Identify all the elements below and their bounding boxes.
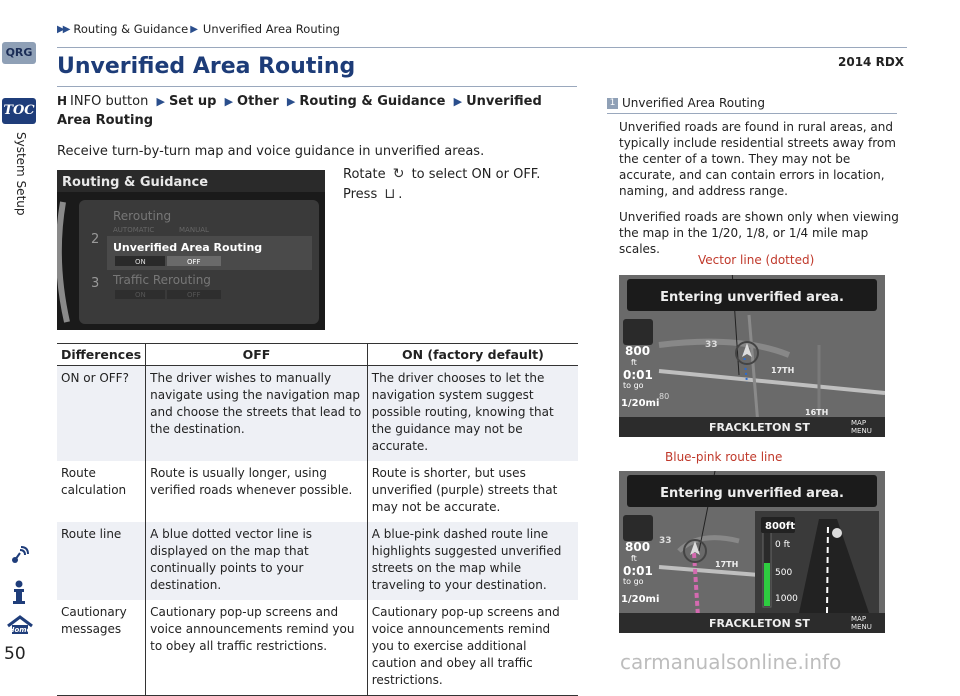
breadcrumb-arrow-icon: ▶ <box>190 23 198 35</box>
step-1-on: ON <box>471 167 492 182</box>
section-label: System Setup <box>14 132 28 216</box>
toc-tab[interactable]: TOC <box>2 98 36 124</box>
table-cell: Route line <box>57 522 146 600</box>
screen-traffic: Traffic Rerouting <box>113 273 211 287</box>
intro-text: Receive turn-by-turn map and voice guidance in unverified areas. <box>57 144 485 159</box>
table-row <box>57 600 578 696</box>
table-cell: Cautionary pop-up screens and voice announcements remind you to exercise additional caution and obey all traffic restrictions. <box>367 600 578 696</box>
rotate-knob-icon: ↻ <box>392 166 405 182</box>
table-cell: A blue-pink dashed route line highlights suggested unverified streets on the map while traveling to your destination. <box>367 522 578 600</box>
table-header: Differences <box>57 344 146 366</box>
step-2 <box>343 186 402 202</box>
table-cell: The driver chooses to let the navigation system suggest possible routing, knowing that the guidance may not be accurate. <box>367 366 578 462</box>
map1-menu: MAP <box>851 419 867 427</box>
path-start: INFO button <box>70 94 149 109</box>
path-item: Set up <box>168 94 217 109</box>
map2-guide-1000: 1000 <box>775 594 798 604</box>
table-cell: Route calculation <box>61 466 127 497</box>
map2-scale: 1/20mi <box>621 594 660 605</box>
step-2-end: . <box>398 187 403 202</box>
map2-banner: Entering unverified area. <box>660 486 844 501</box>
table-cell: Route is shorter, but uses unverified (purple) streets that may not be accurate. <box>367 461 578 522</box>
press-knob-icon: ⊔ <box>384 186 396 202</box>
table-cell: ON or OFF? <box>57 366 146 462</box>
table-header-row <box>57 344 578 366</box>
map1-shield: 33 <box>705 340 718 350</box>
map2-guide-500: 500 <box>775 568 793 578</box>
table-cell: The driver wishes to manually navigate using the navigation map and choose the streets that lead to the destination. <box>146 366 368 462</box>
screen-on: ON <box>135 258 146 266</box>
screen-off: OFF <box>187 258 201 266</box>
differences-table <box>57 343 578 696</box>
screen-manual: MANUAL <box>179 226 209 234</box>
path-arrow-icon: ▶ <box>156 95 165 108</box>
table-cell: Cautionary messages <box>57 600 146 696</box>
note-paragraph: Unverified roads are shown only when viewing the map in the 1/20, 1/8, or 1/4 mile map scales. <box>619 210 899 256</box>
note-number: 1 <box>607 98 618 109</box>
screen-t-off: OFF <box>187 291 201 299</box>
path-item: Routing & Guidance <box>299 94 446 109</box>
path-arrow-icon: ▶ <box>453 95 463 108</box>
map-image-vector <box>619 275 885 437</box>
map-image-route <box>619 471 885 633</box>
breadcrumb <box>57 22 340 36</box>
path-arrow-icon: ▶ <box>286 95 296 108</box>
step-2-verb: Press <box>343 187 378 202</box>
map1-time-label: to go <box>623 381 644 390</box>
map1-scale: 1/20mi <box>621 398 660 409</box>
voice-icon[interactable] <box>4 544 34 570</box>
table-cell: A blue dotted vector line is displayed on the map that continually points to your destination. <box>146 522 368 600</box>
table-header: OFF <box>146 344 368 366</box>
home-icon[interactable] <box>4 614 34 640</box>
map2-bottom-street: FRACKLETON ST <box>709 617 810 630</box>
map2-shield: 33 <box>659 536 672 546</box>
model-label: 2014 RDX <box>838 55 905 69</box>
step-1-text: to select <box>411 167 468 182</box>
info-icon[interactable] <box>4 580 34 606</box>
map1-dist-unit: ft <box>631 358 637 367</box>
callout-vector-line: Vector line (dotted) <box>698 253 815 267</box>
table-cell: Route is usually longer, using verified roads whenever possible. <box>146 461 368 522</box>
map1-dist: 800 <box>625 344 651 358</box>
callout-route-line: Blue-pink route line <box>665 450 783 464</box>
screen-unverified: Unverified Area Routing <box>113 241 263 254</box>
map1-street: 16TH <box>805 408 829 417</box>
map2-guide-0: 0 ft <box>775 540 791 550</box>
menu-path <box>57 92 577 130</box>
map2-menu: MAP <box>851 615 867 623</box>
map2-dist-unit: ft <box>631 554 637 563</box>
home-button-icon: H <box>57 94 68 108</box>
map2-time-label: to go <box>623 577 644 586</box>
screen-t-on: ON <box>135 291 146 299</box>
map2-time: 0:01 <box>623 564 653 578</box>
screen-rerouting: Rerouting <box>113 209 172 223</box>
map1-shield: 80 <box>659 392 670 401</box>
path-arrow-icon: ▶ <box>224 95 234 108</box>
nav-screen-image <box>57 170 325 330</box>
step-1-off: OFF <box>513 167 537 182</box>
table-row <box>57 366 578 462</box>
map1-banner: Entering unverified area. <box>660 290 844 305</box>
step-1-end: . <box>536 167 541 182</box>
map2-street: 17TH <box>715 560 739 569</box>
map1-bottom-street: FRACKLETON ST <box>709 421 810 434</box>
table-header: ON (factory default) <box>367 344 578 366</box>
map1-time: 0:01 <box>623 368 653 382</box>
map2-menu: MENU <box>851 623 872 631</box>
qrg-tab[interactable]: QRG <box>2 42 36 64</box>
breadcrumb-item-unverified[interactable]: Unverified Area Routing <box>202 22 340 36</box>
map1-menu: MENU <box>851 427 872 435</box>
path-item: Unverified Area Routing <box>57 94 542 128</box>
path-item: Other <box>237 94 279 109</box>
step-1 <box>343 166 540 182</box>
header-divider <box>57 47 907 48</box>
page-title: Unverified Area Routing <box>57 54 356 79</box>
title-divider <box>57 86 577 87</box>
page-number: 50 <box>4 644 26 664</box>
note-title: Unverified Area Routing <box>622 96 765 110</box>
screen-num: 3 <box>91 276 100 291</box>
step-1-or: or <box>495 167 509 182</box>
home-icon-label: Home <box>8 626 32 634</box>
map1-street: 17TH <box>771 366 795 375</box>
table-cell: Cautionary pop-up screens and voice announcements remind you to obey all traffic restrictions. <box>146 600 368 696</box>
watermark: carmanualsonline.info <box>620 650 842 674</box>
table-row <box>57 522 578 600</box>
screen-num: 2 <box>91 232 100 247</box>
breadcrumb-arrow-icon: ▶▶ <box>57 23 69 35</box>
note-paragraph: Unverified roads are found in rural areas, and typically include residential streets away from the center of a town. They may not be accurate, and can contain errors in location, naming, and address range. <box>619 120 896 198</box>
map2-dist: 800 <box>625 540 651 554</box>
screen-auto: AUTOMATIC <box>113 226 155 234</box>
table-row <box>57 461 578 522</box>
screen-title: Routing & Guidance <box>62 175 209 190</box>
step-1-verb: Rotate <box>343 167 386 182</box>
map2-guide-top: 800ft <box>765 521 796 532</box>
breadcrumb-item-routing[interactable]: Routing & Guidance <box>73 22 189 36</box>
note-heading <box>607 96 897 114</box>
